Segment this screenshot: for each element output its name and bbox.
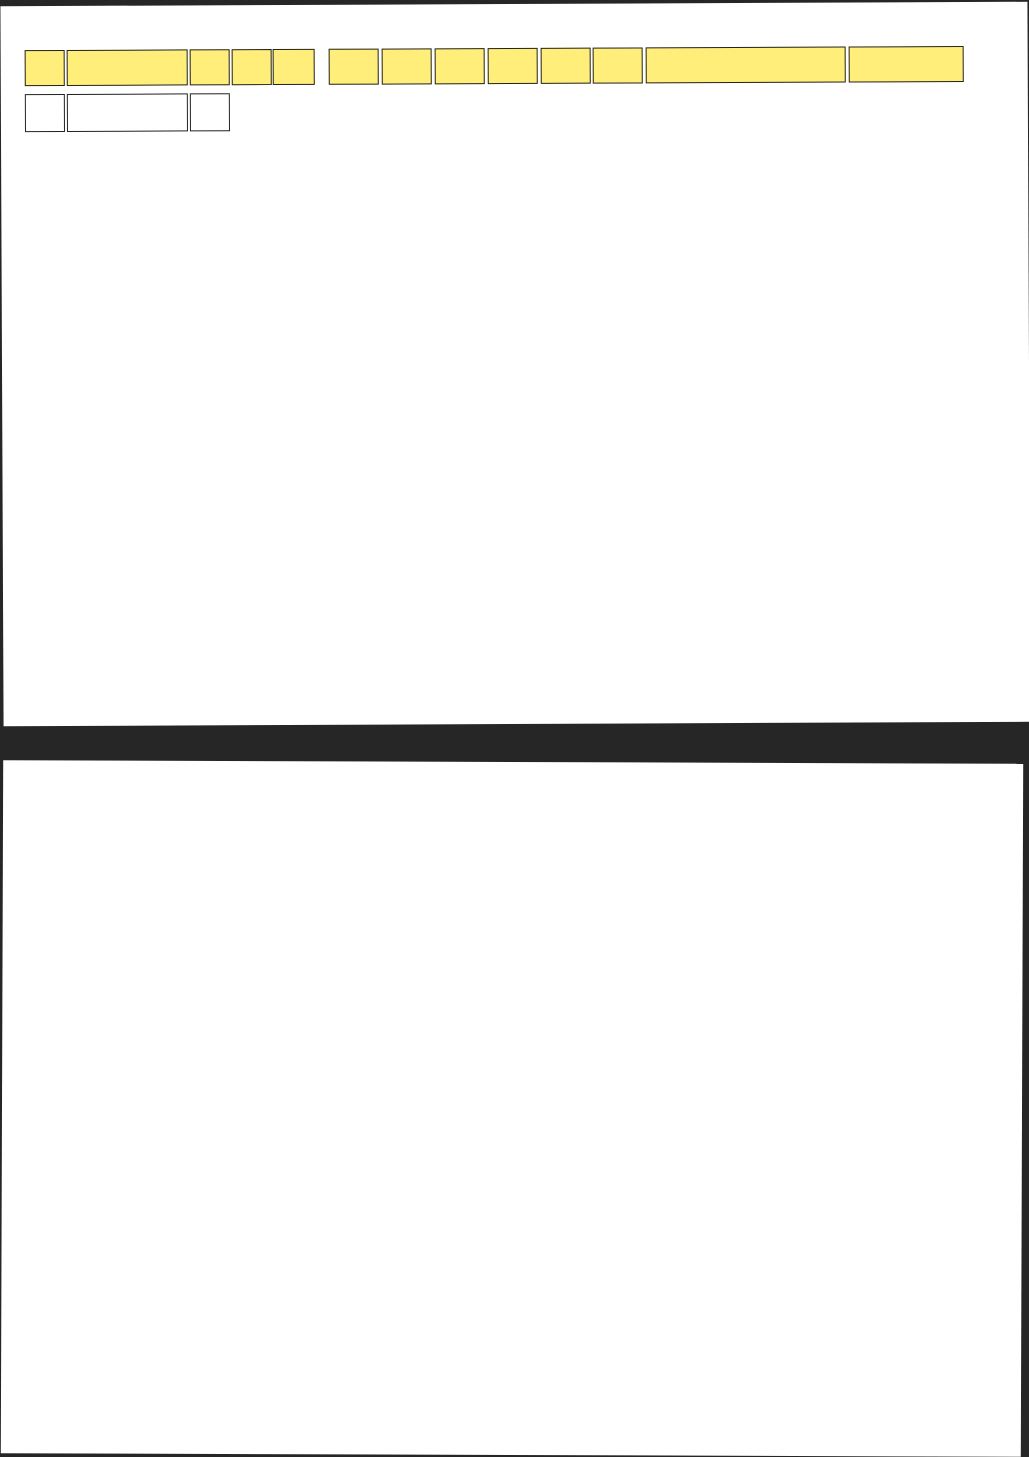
results-page-2 (1, 760, 1023, 1457)
column-header-result (232, 49, 272, 85)
student-rows (0, 2, 1027, 6)
column-header-social (382, 48, 432, 84)
summary-block (3, 760, 1023, 764)
results-page-1 (0, 2, 1029, 726)
school-info-row (0, 2, 1027, 6)
column-header-school-gender (25, 50, 65, 86)
column-header-school-name (67, 49, 188, 86)
summary-block (0, 2, 1027, 6)
student-rows (3, 760, 1023, 764)
school-number (190, 93, 230, 131)
signature-block (0, 2, 1027, 6)
table-header (3, 760, 1023, 764)
column-header-arabic (541, 48, 591, 84)
column-header-english (488, 48, 538, 84)
column-header-student-no (849, 46, 964, 83)
column-header-student-name (646, 47, 846, 84)
school-gender (25, 94, 65, 132)
table-header (0, 2, 1027, 6)
column-header-total (273, 49, 315, 85)
column-header-math (435, 48, 485, 84)
column-header-islamic (593, 47, 643, 83)
signature-block (3, 760, 1023, 764)
column-header-science (329, 49, 379, 85)
column-header-school-no (190, 49, 230, 85)
school-name (67, 93, 188, 132)
school-info-row (3, 760, 1023, 764)
